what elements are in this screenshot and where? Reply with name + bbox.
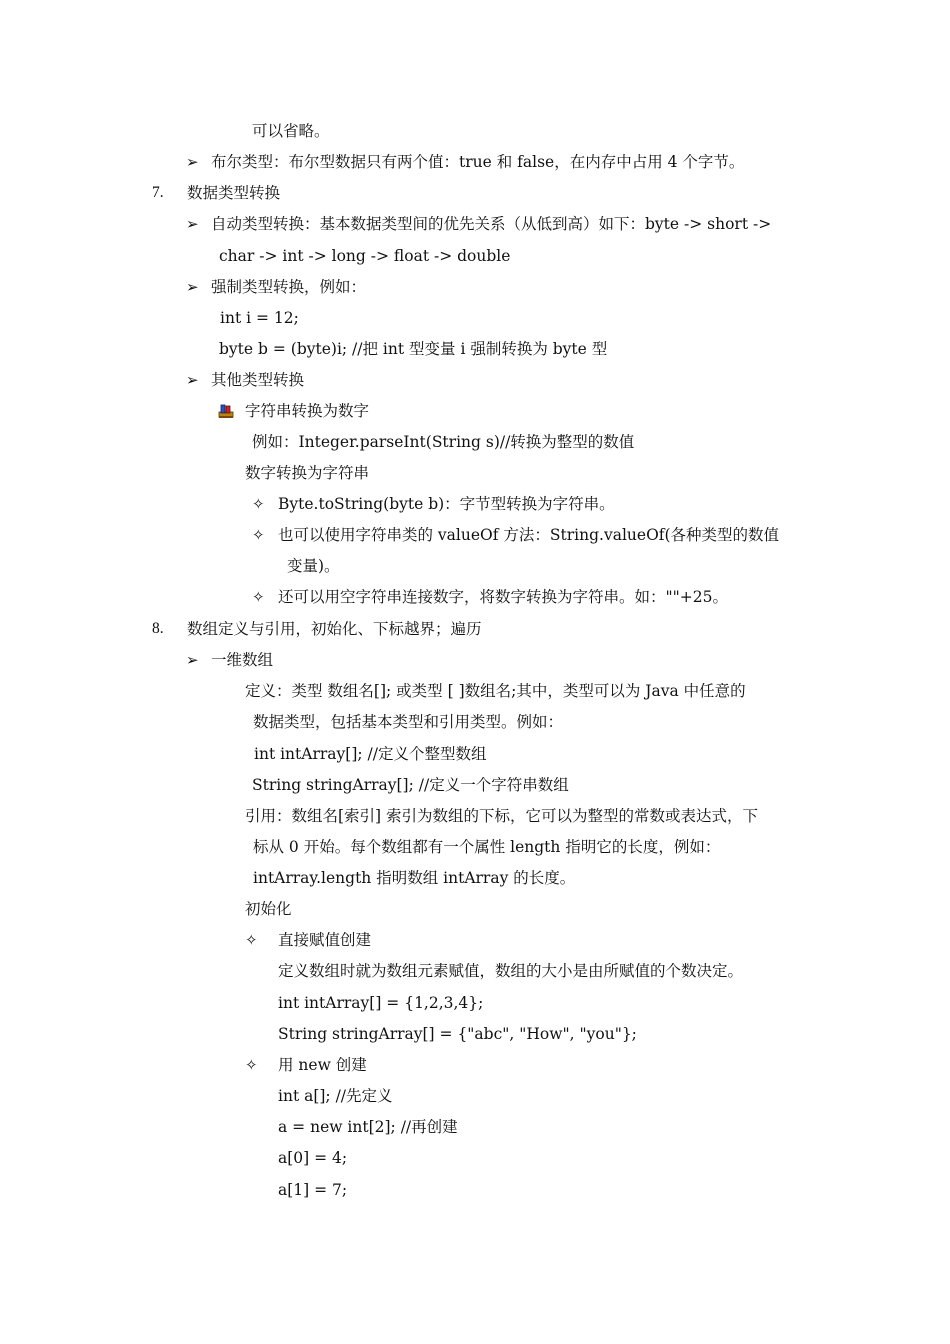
code-line: int intArray[]; //定义个整型数组 xyxy=(254,745,487,763)
text-line: 也可以使用字符串类的 valueOf 方法：String.valueOf(各种类型的数值 xyxy=(278,526,780,544)
diamond-bullet-icon: ✧ xyxy=(252,588,265,606)
section-heading: 数组定义与引用，初始化、下标越界；遍历 xyxy=(187,620,482,638)
diamond-bullet-icon: ✧ xyxy=(252,495,265,513)
diamond-bullet-icon: ✧ xyxy=(245,931,258,949)
text-line: 用 new 创建 xyxy=(278,1056,367,1074)
text-line: 字符串转换为数字 xyxy=(245,402,370,420)
text-line: 一维数组 xyxy=(211,651,274,669)
code-line: a[0] = 4; xyxy=(278,1149,348,1167)
code-line: a[1] = 7; xyxy=(278,1181,348,1199)
text-line: 标从 0 开始。每个数组都有一个属性 length 指明它的长度，例如： xyxy=(253,838,721,856)
text-line: 自动类型转换：基本数据类型间的优先关系（从低到高）如下：byte -> short -> xyxy=(211,215,772,233)
code-line: String stringArray[] = {"abc", "How", "you"}; xyxy=(278,1025,637,1043)
text-line: char -> int -> long -> float -> double xyxy=(219,247,511,265)
book-icon xyxy=(218,403,234,419)
text-line: 定义数组时就为数组元素赋值，数组的大小是由所赋值的个数决定。 xyxy=(278,962,744,980)
diamond-bullet-icon: ✧ xyxy=(252,526,265,544)
arrow-bullet-icon: ➢ xyxy=(186,153,199,171)
text-line: 可以省略。 xyxy=(252,122,330,140)
arrow-bullet-icon: ➢ xyxy=(186,651,199,669)
arrow-bullet-icon: ➢ xyxy=(186,278,199,296)
code-line: a = new int[2]; //再创建 xyxy=(278,1118,458,1136)
text-line: 引用：数组名[索引] 索引为数组的下标，它可以为整型的常数或表达式，下 xyxy=(245,807,759,825)
code-line: int a[]; //先定义 xyxy=(278,1087,393,1105)
code-line: String stringArray[]; //定义一个字符串数组 xyxy=(252,776,569,794)
arrow-bullet-icon: ➢ xyxy=(186,215,199,233)
text-line: 直接赋值创建 xyxy=(278,931,372,949)
text-line: 定义：类型 数组名[]; 或类型 [ ]数组名;其中，类型可以为 Java 中任意的 xyxy=(245,682,746,700)
text-line: 例如：Integer.parseInt(String s)//转换为整型的数值 xyxy=(252,433,635,451)
code-line: int intArray[] = {1,2,3,4}; xyxy=(278,994,484,1012)
text-line: 布尔类型：布尔型数据只有两个值：true 和 false，在内存中占用 4 个字节。 xyxy=(211,153,745,171)
text-line: 初始化 xyxy=(245,900,292,918)
text-line: 强制类型转换，例如： xyxy=(211,278,367,296)
text-line: 其他类型转换 xyxy=(211,371,305,389)
section-number: 7. xyxy=(152,184,164,201)
text-line: intArray.length 指明数组 intArray 的长度。 xyxy=(253,869,576,887)
diamond-bullet-icon: ✧ xyxy=(245,1056,258,1074)
text-line: Byte.toString(byte b)：字节型转换为字符串。 xyxy=(278,495,615,513)
code-line: byte b = (byte)i; //把 int 型变量 i 强制转换为 byte 型 xyxy=(219,340,608,358)
code-line: int i = 12; xyxy=(220,309,299,327)
text-line: 数字转换为字符串 xyxy=(245,464,370,482)
section-number: 8. xyxy=(152,620,164,637)
text-line: 变量)。 xyxy=(287,557,340,575)
text-line: 数据类型，包括基本类型和引用类型。例如： xyxy=(253,713,564,731)
arrow-bullet-icon: ➢ xyxy=(186,371,199,389)
text-line: 还可以用空字符串连接数字，将数字转换为字符串。如：""+25。 xyxy=(278,588,728,606)
section-heading: 数据类型转换 xyxy=(187,184,281,202)
